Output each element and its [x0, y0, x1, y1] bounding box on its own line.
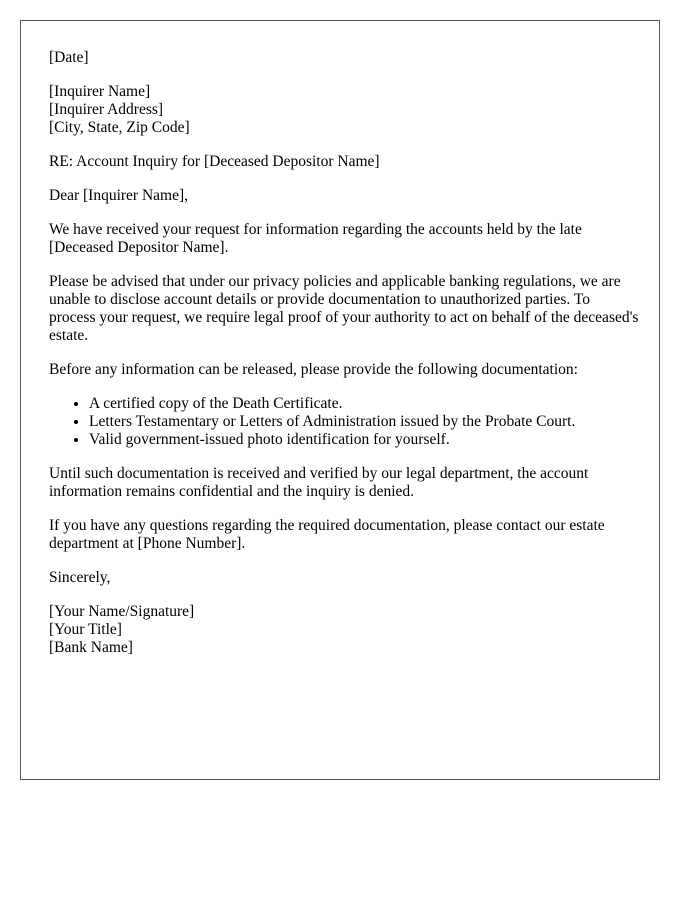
paragraph-confidentiality: Until such documentation is received and verified by our legal department, the account information remains confidential and the inquiry is denied. [49, 465, 589, 500]
salutation: Dear [Inquirer Name], [49, 187, 188, 204]
signature-block [49, 603, 639, 657]
inquirer-address-block [49, 83, 639, 137]
closing: Sincerely, [49, 569, 111, 586]
letter-page [20, 20, 660, 780]
subject-line: RE: Account Inquiry for [Deceased Depositor Name] [49, 153, 380, 170]
paragraph-privacy-policy: Please be advised that under our privacy policies and applicable banking regulations, we are unable to disclose account details or provide documentation to unauthorized parties. To process your request, we require legal proof of your authority to act on behalf of the deceased's estate. [49, 273, 639, 344]
letter-body [49, 49, 639, 673]
signature-bank: [Bank Name] [49, 639, 133, 656]
inquirer-name: [Inquirer Name] [49, 83, 151, 100]
signature-title: [Your Title] [49, 621, 122, 638]
paragraph-request-received: We have received your request for information regarding the accounts held by the late [Deceased Depositor Name]. [49, 221, 582, 256]
paragraph-documentation-intro: Before any information can be released, please provide the following documentation: [49, 361, 578, 378]
document-item-photo-id: • Valid government-issued photo identification for yourself. [89, 431, 639, 449]
letter-date: [Date] [49, 49, 89, 66]
document-item-letters-testamentary: • Letters Testamentary or Letters of Administration issued by the Probate Court. [89, 413, 639, 431]
paragraph-contact: If you have any questions regarding the required documentation, please contact our estate department at [Phone Number]. [49, 517, 605, 552]
signature-name: [Your Name/Signature] [49, 603, 195, 620]
document-item-death-certificate: • A certified copy of the Death Certificate. [89, 395, 639, 413]
inquirer-city-state-zip: [City, State, Zip Code] [49, 119, 190, 136]
required-documents-list [49, 395, 639, 449]
inquirer-address: [Inquirer Address] [49, 101, 164, 118]
